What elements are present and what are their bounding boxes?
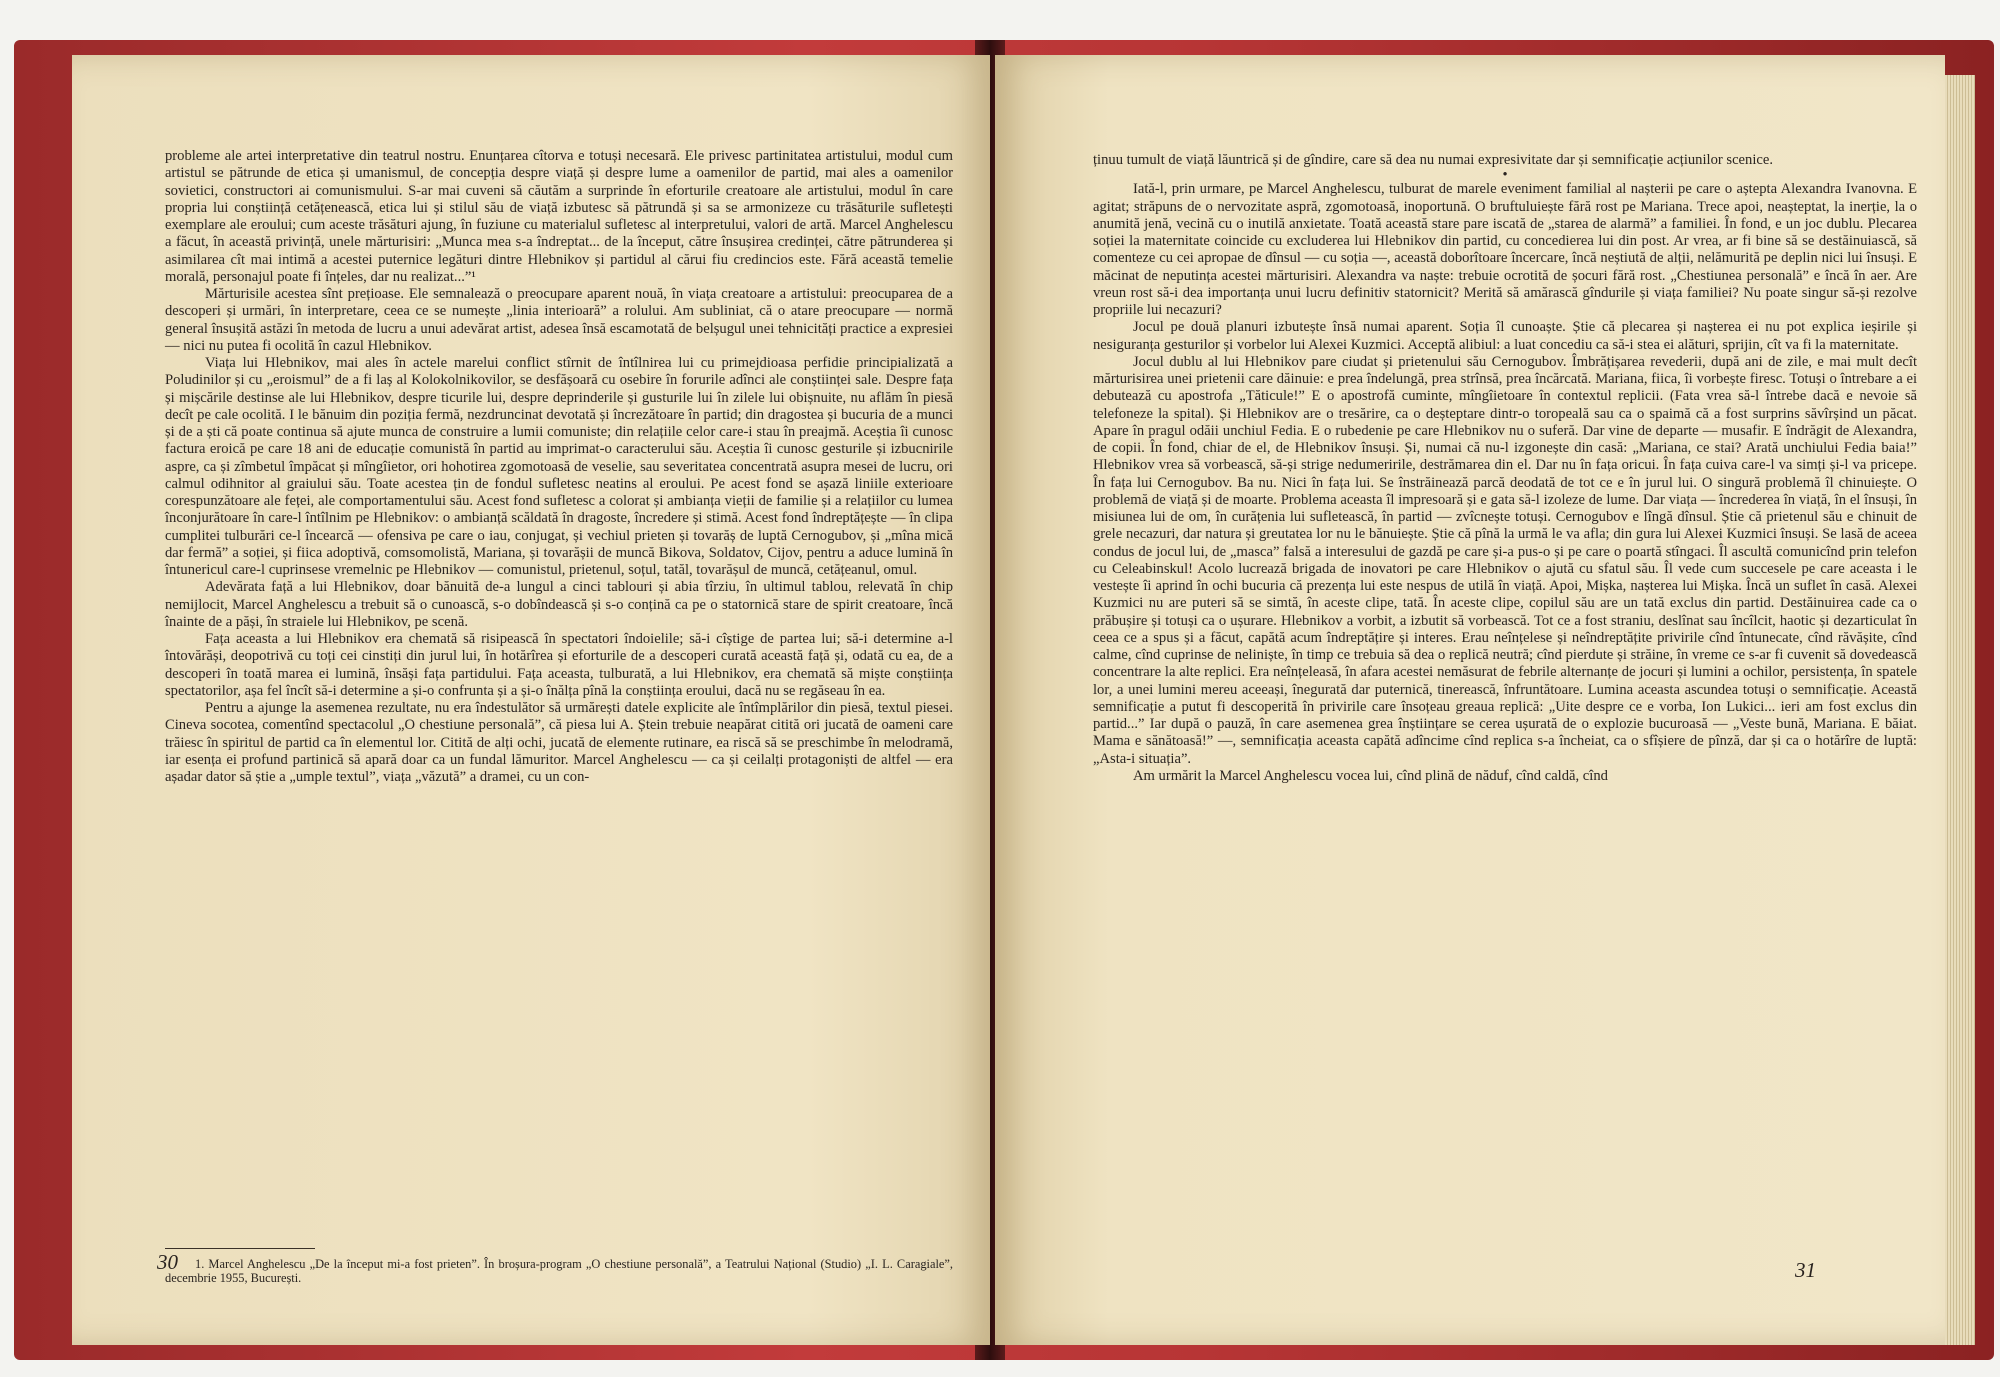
section-separator: •	[1502, 167, 1508, 184]
paragraph: Iată-l, prin urmare, pe Marcel Anghelescu, tulburat de marele eveniment familial al nașterii pe care o aștepta Alexandra Ivanovna. E agitat; străpuns de o nervozitate aspră, zgomotoasă, inoportună. O bruftuluiește fără rost pe Mariana. Trece apoi, neașteptat, la inerție, la o anumită jenă, vecină cu o inutilă anxietate. Toată această stare pare iscată de „starea de alarmă” a familiei. În fond, e un joc dublu. Plecarea soției la maternitate coincide cu excluderea lui Hlebnikov din partid, cu concedierea lui din post. Ar vrea, ar fi bine să se destăinuiască, să comenteze cu cei apropae de dînsul — cu soția —, această doborîtoare încercare, încă neștiută de alții, nelămurită pe deplin nici lui însuși. E măcinat de neputința acestei mărturisiri. Alexandra va naște: trebuie ocrotită de șocuri fără rost. „Chestiunea personală” e încă în aer. Are vreun rost să-i dea importanța unui lucru definitiv statornicit? Merită să amărască gîndurile și viața familiei? Nu poate singur să-și rezolve propriile lui necazuri?	[1093, 181, 1917, 318]
paragraph: probleme ale artei interpretative din teatrul nostru. Enunțarea cîtorva e totuși necesară. Ele privesc partinitatea artistului, modul cum artistul se pătrunde de etica și umanismul, de concepția despre viață și despre lume a oamenilor de partid, mai ales a oamenilor sovietici, constructori ai comunismului. S-ar mai cuveni să căutăm a surprinde în eforturile creatoare ale artistului, modul în care propria lui conștiință cetățenească, etica lui și stilul său de viață izbutesc să pătrundă și sa se armonizeze cu trăsăturile sufletești exemplare ale eroului; cum aceste trăsături ajung, în fuziune cu materialul sufletesc al interpretului, valori de artă. Marcel Anghelescu a făcut, în această privință, unele mărturisiri: „Munca mea s-a îndreptat... de la început, către însușirea credinței, către pătrunderea și asimilarea cît mai intimă a acestei puternice legături dintre Hlebnikov și partidul al cărui fiu credincios este. Fără această temelie morală, personajul poate fi înțeles, dar nu realizat...”¹	[165, 148, 953, 285]
footnote	[165, 1257, 953, 1285]
page-number: 30	[157, 1250, 178, 1274]
paragraph: Viața lui Hlebnikov, mai ales în actele marelui conflict stîrnit de întîlnirea lui cu primejdioasa perfidie principializată a Poludinilor și cu „eroismul” de a fi laș al Kolokolnikovilor, se desfășoară cu osebire în forurile adînci ale conștiinței sale. Despre fața și mișcările destinse ale lui Hlebnikov, despre ticurile lui, despre deprinderile și gusturile lui în zilele lui obișnuite, nu aflăm în piesă decît pe cale ocolită. I le bănuim din poziția fermă, nezdruncinat devotată și încrezătoare în partid; din dragostea și bucuria de a munci și de a ști că poate continua să ajute munca de construire a lumii comuniste; din relațiile celor care-i stau în preajmă. Aceștia îi cunosc factura eroică pe care 18 ani de educație comunistă în partid au imprimat-o caracterului său. Aceștia îi cunosc gesturile și izbucnirile aspre, ca și zîmbetul împăcat și mîngîietor, ori hohotirea zgomotoasă de veselie, sau severitatea concentrată asupra mesei de lucru, ori calmul odihnitor al graiului său. Toate acestea țin de fondul sufletesc neatins al eroului. Pe acest fond se așază liniile exterioare corespunzătoare ale feței, ale comportamentului său. Acest fond sufletesc a colorat și ambianța vieții de familie și a relațiilor cu lumea înconjurătoare în care-l întîlnim pe Hlebnikov: o ambianță scăldată în dragoste, încredere și stimă. Acest fond îndreptățește — în clipa cumplitei tulburări ce-l încearcă — ofensiva pe care o iau, conjugat, și vechiul prieten și tovarăș de luptă Cernogubov, și „mîna mică dar fermă” a soției, și fiica adoptivă, comsomolistă, Mariana, și tovarășii de muncă Bikova, Soldatov, Cijov, pentru a aduce lumină în întunericul care-l cuprinsese vremelnic pe Hlebnikov — comunistul, prietenul, soțul, tatăl, tovarășul de muncă, cetățeanul, omul.	[165, 355, 953, 578]
left-page-body	[165, 148, 953, 786]
footnote-text: 1. Marcel Anghelescu „De la început mi-a fost prieten”. În broșura-program „O chestiune personală”, a Teatrului Național (Studio) „I. L. Caragiale”, decembrie 1955, București.	[165, 1257, 953, 1285]
right-page	[995, 55, 1945, 1345]
page-number: 31	[1795, 1258, 1816, 1282]
paragraph: Mărturisile acestea sînt prețioase. Ele semnalează o preocupare aparent nouă, în viața creatoare a artistului: preocuparea de a descoperi și urmări, în interpretare, ceea ce se numește „linia interioară” a rolului. Am subliniat, că o atare preocupare — normă general însușită astăzi în metoda de lucru a unui adevărat artist, adesea însă escamotată de belșugul unei tehnicități practice a expresiei — nici nu putea fi ocolită în cazul Hlebnikov.	[165, 286, 953, 354]
page-edges	[1945, 75, 1975, 1345]
paragraph: Jocul pe două planuri izbutește însă numai aparent. Soția îl cunoaște. Știe că plecarea și nașterea ei nu pot explica ieșirile și nesiguranța gesturilor și vorbelor lui Alexei Kuzmici. Acceptă alibiul: a luat concediu ca să-i stea ei alături, sprijin, cît va fi la maternitate.	[1093, 319, 1917, 353]
paragraph: ținuu tumult de viață lăuntrică și de gîndire, care să dea nu numai expresivitate dar și semnificație acțiunilor scenice.	[1093, 152, 1773, 168]
right-page-body	[1093, 152, 1917, 785]
left-page	[72, 55, 990, 1345]
paragraph: Fața aceasta a lui Hlebnikov era chemată să risipească în spectatori îndoielile; să-i cîștige de partea lui; să-i determine a-l întovărăși, deopotrivă cu toți cei cinstiți din jurul lui, în hotărîrea și eforturile de a descoperi curată această față și, odată cu ea, de a descoperi în toată marea ei lumină, însăși fața partidului. Fața aceasta, tulburată, a lui Hlebnikov, era chemată să miște conștiința spectatorilor, așa fel încît să-i determine a și-o confrunta și a și-o înălța pînă la conștiința eroului, dacă nu se regăseau în ea.	[165, 631, 953, 699]
paragraph: Pentru a ajunge la asemenea rezultate, nu era îndestulător să urmărești datele explicite ale întîmplărilor din piesă, textul piesei. Cineva socotea, comentînd spectacolul „O chestiune personală”, că piesa lui A. Ștein trebuie neapărat citită ori jucată de oameni care trăiesc în spiritul de partid ca în elementul lor. Citită de alți ochi, jucată de elemente rutinare, ea riscă să se preschimbe în melodramă, iar esența ei profund partinică să apară doar ca un fundal lămuritor. Marcel Anghelescu — ca și ceilalți protagoniști de altfel — era așadar dator să știe a „umple textul”, viața „văzută” a dramei, cu un con-	[165, 700, 953, 785]
paragraph: Adevărata față a lui Hlebnikov, doar bănuită de-a lungul a cinci tablouri și abia tîrziu, în ultimul tablou, relevată în chip nemijlocit, Marcel Anghelescu a trebuit să o cunoască, s-o dobîndească și s-o conțină ca pe o statornică stare de spirit creatoare, încă înainte de a păși, în straiele lui Hlebnikov, pe scenă.	[165, 579, 953, 630]
paragraph: Am urmărit la Marcel Anghelescu vocea lui, cînd plină de năduf, cînd caldă, cînd	[1133, 767, 1608, 784]
paragraph: Jocul dublu al lui Hlebnikov pare ciudat și prietenului său Cernogubov. Îmbrățișarea revederii, după ani de zile, e mai mult decît mărturisirea unei prietenii care dăinuie: e prea îndelungă, prea strînsă, prea încărcată. Mariana, fiica, îi vorbește firesc. Totuși o întrebare a ei debutează cu apostrofa „Tăticule!” E o apostrofă cuminte, mîngîietoare în contextul replicii. (Fata vrea să-l întrebe dacă e nevoie să telefoneze la spital). Și Hlebnikov are o tresărire, ca o deșteptare dintr-o toropeală sau ca o spaimă că a fost surprins săvîrșind un păcat. Apare în pragul odăii unchiul Fedia. E o rubedenie pe care Hlebnikov nu o suferă. Dar vine de departe — musafir. E îndrăgit de Alexandra, de copii. În fond, chiar de el, de Hlebnikov însuși. Și, numai că nu-l izgonește din casă: „Mariana, ce stai? Arată unchiului Fedia baia!” Hlebnikov vrea să vorbească, să-și strige nedumeririle, destrămarea din el. Dar nu în fața oricui. În fața cuiva care-l va simți și-l va pricepe. În fața lui Cernogubov. Ba nu. Nici în fața lui. Se înstrăinează parcă deodată de tot ce e în jurul lui. O singură problemă îl chinuiește. O problemă de viață și de moarte. Problema aceasta îl impresoară și e gata să-l izoleze de lume. Dar viața — încrederea în viață, în el însuși, în misiunea lui de om, în curățenia lui sufletească, în partid — zvîcnește totuși. Cernogubov e lîngă dînsul. Știe că prietenul său e chinuit de grele necazuri, dar natura și greutatea lor nu le bănuiește. Știe că pînă la urmă le va afla; din gura lui Alexei Kuzmici însuși. Se lasă de aceea condus de jocul lui, de „masca” falsă a interesului de gazdă pe care și-a pus-o și pe care o poartă stîngaci. Îl ascultă comunicînd prin telefon cu Celeabinskul! Acolo lucrează brigada de inovatori pe care Hlebnikov o ajută cu sfatul său. Îl vede cum succesele pe care aceasta i le vestește îi aprind în ochi bucuria că prezența lui este nespus de utilă în viață. Apoi, Mișka, nașterea lui Mișka. Încă un suflet în casă. Alexei Kuzmici nu are puteri să se simtă, în aceste clipe, tată. În aceste clipe, copilul său are un tată exclus din partid. Destăinuirea cade ca o prăbușire și totuși ca o ușurare. Hlebnikov a vorbit, a izbutit să vorbească. Tot ce a fost straniu, deslînat sau încîlcit, haotic și dezarticulat în ceea ce a spus și a făcut, capătă acum îndreptățire și interes. Erau neînțelese și neîndreptățite privirile cînd întunecate, cînd răvășite, cînd calme, cînd cuprinse de neliniște, în timp ce trebuia să dea o replică neutră; cînd pierdute și străine, în vreme ce s-ar fi cuvenit să dovedească concentrare la alte replici. Era neînțeleasă, în afara acestei nemăsurat de febrile alternanțe de jocuri și lumini a ochilor, persistența, în spatele lor, a unei lumini mereu aceeași, înegurată dar puternică, tinerească, înfruntătoare. Lumina aceasta ascundea totuși o semnificație. Această semnificație a putut fi descoperită în privirile care însoțeau greaua replică: „Uite despre ce e vorba, Ion Lukici... ieri am fost exclus din partid...” Iar după o pauză, în care asemenea grea înștiințare se cerea ușurată de o explozie bucuroasă — „Veste bună, Mariana. E băiat. Mama e sănătoasă!” —, semnificația aceasta capătă adîncime cînd replica s-a încheiat, ca o sfîșiere de pînză, dar și ca o hotărîre de luptă: „Asta-i situația”.	[1093, 353, 1917, 767]
footnote-divider	[165, 1248, 315, 1249]
